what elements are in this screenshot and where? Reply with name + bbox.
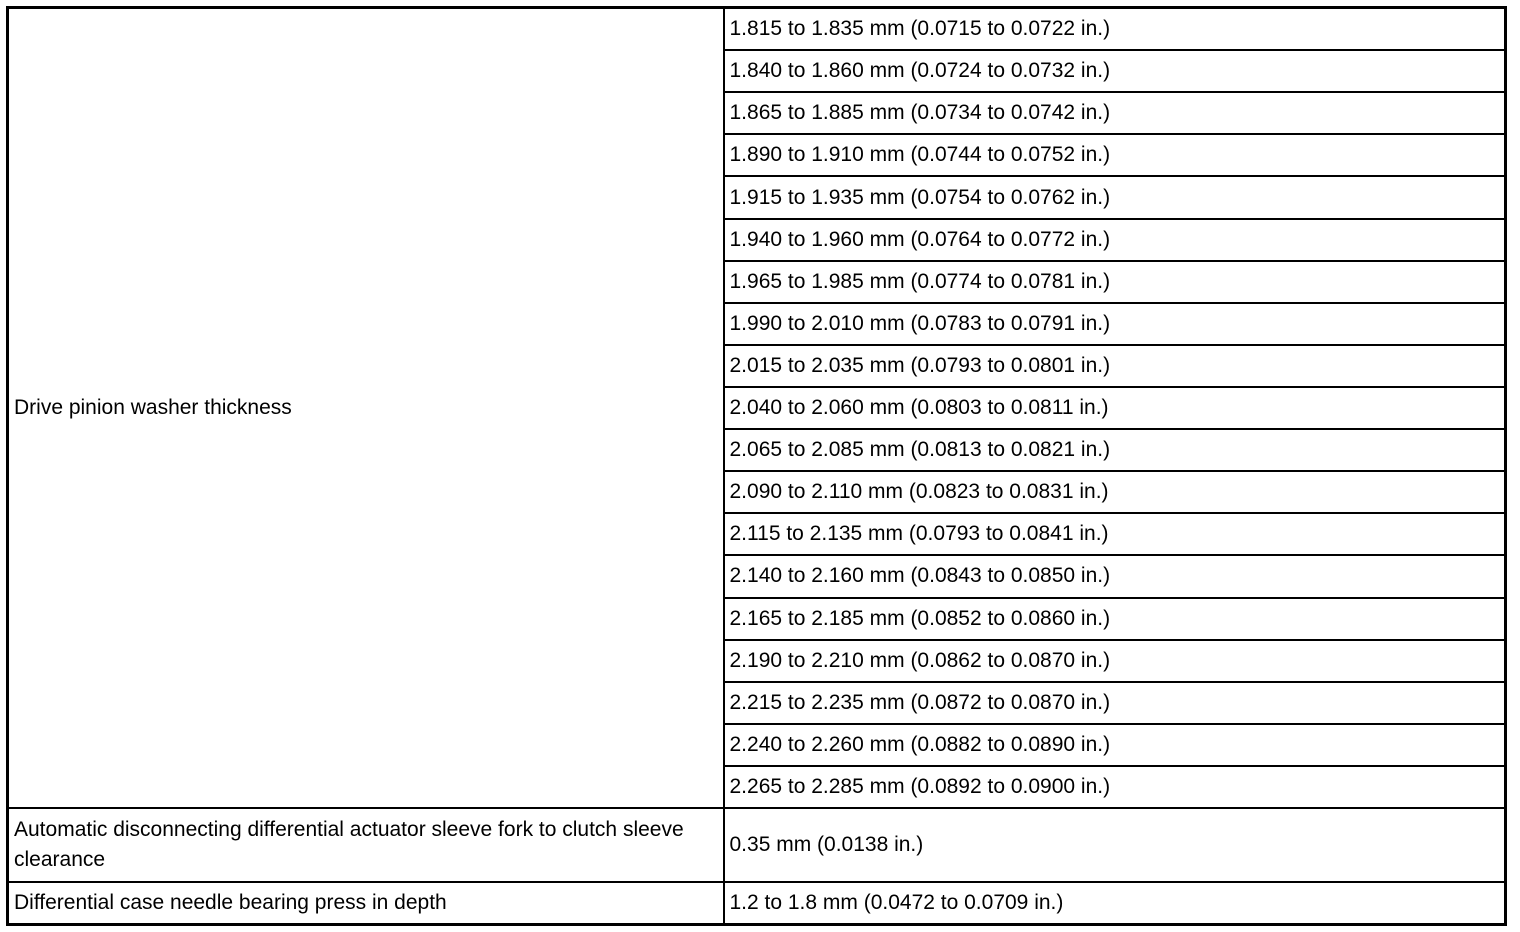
spec-value: 0.35 mm (0.0138 in.) bbox=[724, 808, 1506, 882]
table-row bbox=[8, 808, 1506, 882]
spec-value: 2.265 to 2.285 mm (0.0892 to 0.0900 in.) bbox=[724, 766, 1506, 808]
spec-value: 1.865 to 1.885 mm (0.0734 to 0.0742 in.) bbox=[724, 92, 1506, 134]
table-row bbox=[8, 8, 1506, 51]
spec-value: 2.090 to 2.110 mm (0.0823 to 0.0831 in.) bbox=[724, 471, 1506, 513]
spec-value: 2.040 to 2.060 mm (0.0803 to 0.0811 in.) bbox=[724, 387, 1506, 429]
spec-value: 2.065 to 2.085 mm (0.0813 to 0.0821 in.) bbox=[724, 429, 1506, 471]
spec-value: 1.840 to 1.860 mm (0.0724 to 0.0732 in.) bbox=[724, 50, 1506, 92]
spec-label-sleeve-fork-clearance: Automatic disconnecting differential actuator sleeve fork to clutch sleeve clearance bbox=[8, 808, 724, 882]
spec-value: 1.965 to 1.985 mm (0.0774 to 0.0781 in.) bbox=[724, 261, 1506, 303]
spec-value: 1.890 to 1.910 mm (0.0744 to 0.0752 in.) bbox=[724, 134, 1506, 176]
spec-value: 1.2 to 1.8 mm (0.0472 to 0.0709 in.) bbox=[724, 882, 1506, 925]
spec-value: 2.215 to 2.235 mm (0.0872 to 0.0870 in.) bbox=[724, 682, 1506, 724]
table-row bbox=[8, 882, 1506, 925]
spec-value: 2.140 to 2.160 mm (0.0843 to 0.0850 in.) bbox=[724, 555, 1506, 597]
spec-value: 1.815 to 1.835 mm (0.0715 to 0.0722 in.) bbox=[724, 8, 1506, 51]
specification-table bbox=[6, 6, 1507, 926]
spec-value: 2.240 to 2.260 mm (0.0882 to 0.0890 in.) bbox=[724, 724, 1506, 766]
spec-label-needle-bearing-depth: Differential case needle bearing press in depth bbox=[8, 882, 724, 925]
spec-value: 1.940 to 1.960 mm (0.0764 to 0.0772 in.) bbox=[724, 219, 1506, 261]
spec-value: 2.115 to 2.135 mm (0.0793 to 0.0841 in.) bbox=[724, 513, 1506, 555]
spec-label-drive-pinion-washer-thickness: Drive pinion washer thickness bbox=[8, 8, 724, 809]
spec-value: 1.990 to 2.010 mm (0.0783 to 0.0791 in.) bbox=[724, 303, 1506, 345]
spec-value: 2.165 to 2.185 mm (0.0852 to 0.0860 in.) bbox=[724, 598, 1506, 640]
spec-value: 2.015 to 2.035 mm (0.0793 to 0.0801 in.) bbox=[724, 345, 1506, 387]
spec-value: 2.190 to 2.210 mm (0.0862 to 0.0870 in.) bbox=[724, 640, 1506, 682]
spec-value: 1.915 to 1.935 mm (0.0754 to 0.0762 in.) bbox=[724, 176, 1506, 218]
